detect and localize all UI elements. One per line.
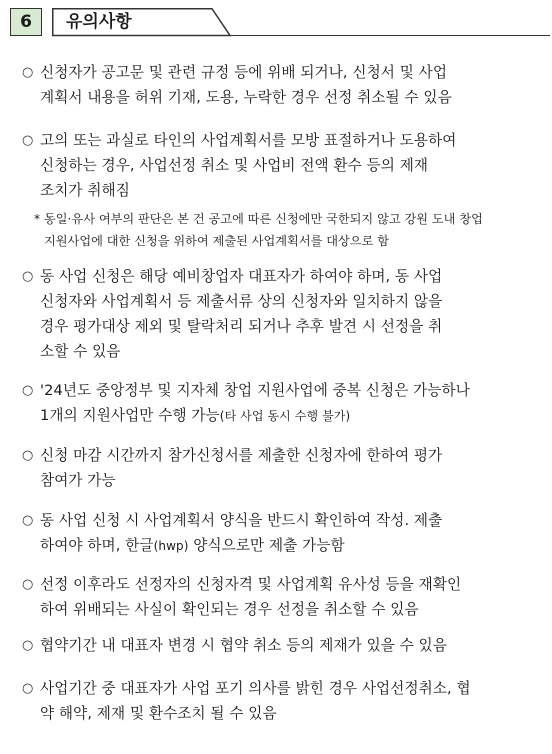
item-line: 동 사업 신청은 해당 예비창업자 대표자가 하여야 하며, 동 사업 [40,268,443,285]
note-line: 지원사업에 대한 신청을 위하여 제출된 사업계획서를 대상으로 함 [44,234,389,248]
list-item [22,378,542,429]
item-line: 신청자와 사업계획서 등 제출서류 상의 신청자와 일치하지 않을 [40,293,443,310]
item-line: 사업기간 중 대표자가 사업 포기 의사를 밝힌 경우 사업선정취소, 협 [40,680,471,697]
list-item [22,443,542,493]
item-line: 고의 또는 과실로 타인의 사업계획서를 모방 표절하거나 도용하여 [40,132,457,149]
item-line [40,403,542,429]
item-line-text: 1개의 지원사업만 수행 가능 [40,407,220,424]
item-line: 신청 마감 시간까지 참가신청서를 제출한 신청자에 한하여 평가 [40,447,443,464]
item-line: 조치가 취해짐 [40,182,130,199]
section-header [10,8,550,42]
note-line: 동일·유사 여부의 판단은 본 건 공고에 따른 신청에만 국한되지 않고 강원 도내 창업 [44,212,483,226]
list-item [22,508,542,559]
item-line: 약 해약, 제재 및 환수조치 될 수 있음 [40,705,277,722]
bullet-icon: ○ [22,383,34,398]
item-line: 하여 위배되는 사실이 확인되는 경우 선정을 취소할 수 있음 [40,601,419,618]
bullet-icon: ○ [22,513,34,528]
item-line: 경우 평가대상 제외 및 탈락처리 되거나 추후 발견 시 선정을 취 [40,318,443,335]
list-item [22,60,542,110]
item-line: 신청하는 경우, 사업선정 취소 및 사업비 전액 환수 등의 제재 [40,157,429,174]
item-suffix: (타 사업 동시 수행 불가) [219,409,351,423]
section-title-box [52,8,232,36]
item-line: 협약기간 내 대표자 변경 시 협약 취소 등의 제재가 있을 수 있음 [40,637,448,654]
bullet-icon: ○ [22,577,34,592]
item-line-text: 하여야 하며, 한글 [40,537,154,554]
list-item [22,633,542,658]
item-line: 소할 수 있음 [40,343,121,360]
bullet-icon: ○ [22,269,34,284]
footnote [34,208,544,252]
item-line [40,533,542,559]
bullet-icon: ○ [22,638,34,653]
section-number: 6 [10,8,42,36]
list-item [22,128,542,203]
note-marker: * [34,212,41,226]
item-suffix: (hwp) [153,539,189,553]
header-rule [230,35,550,36]
bullet-icon: ○ [22,681,34,696]
bullet-icon: ○ [22,133,34,148]
item-line: '24년도 중앙정부 및 지자체 창업 지원사업에 중복 신청은 가능하나 [40,382,470,399]
bullet-icon: ○ [22,448,34,463]
bullet-icon: ○ [22,65,34,80]
item-line: 선정 이후라도 선정자의 신청자격 및 사업계획 유사성 등을 재확인 [40,576,462,593]
list-item [22,572,542,622]
item-line: 계획서 내용을 허위 기재, 도용, 누락한 경우 선정 취소될 수 있음 [40,89,452,106]
list-item [22,676,542,726]
item-line: 신청자가 공고문 및 관련 규정 등에 위배 되거나, 신청서 및 사업 [40,64,448,81]
item-line: 동 사업 신청 시 사업계획서 양식을 반드시 확인하여 작성. 제출 [40,512,443,529]
section-title: 유의사항 [66,12,132,32]
list-item [22,264,542,364]
item-tail: 양식으로만 제출 가능함 [188,537,345,554]
item-line: 참여가 가능 [40,472,116,489]
